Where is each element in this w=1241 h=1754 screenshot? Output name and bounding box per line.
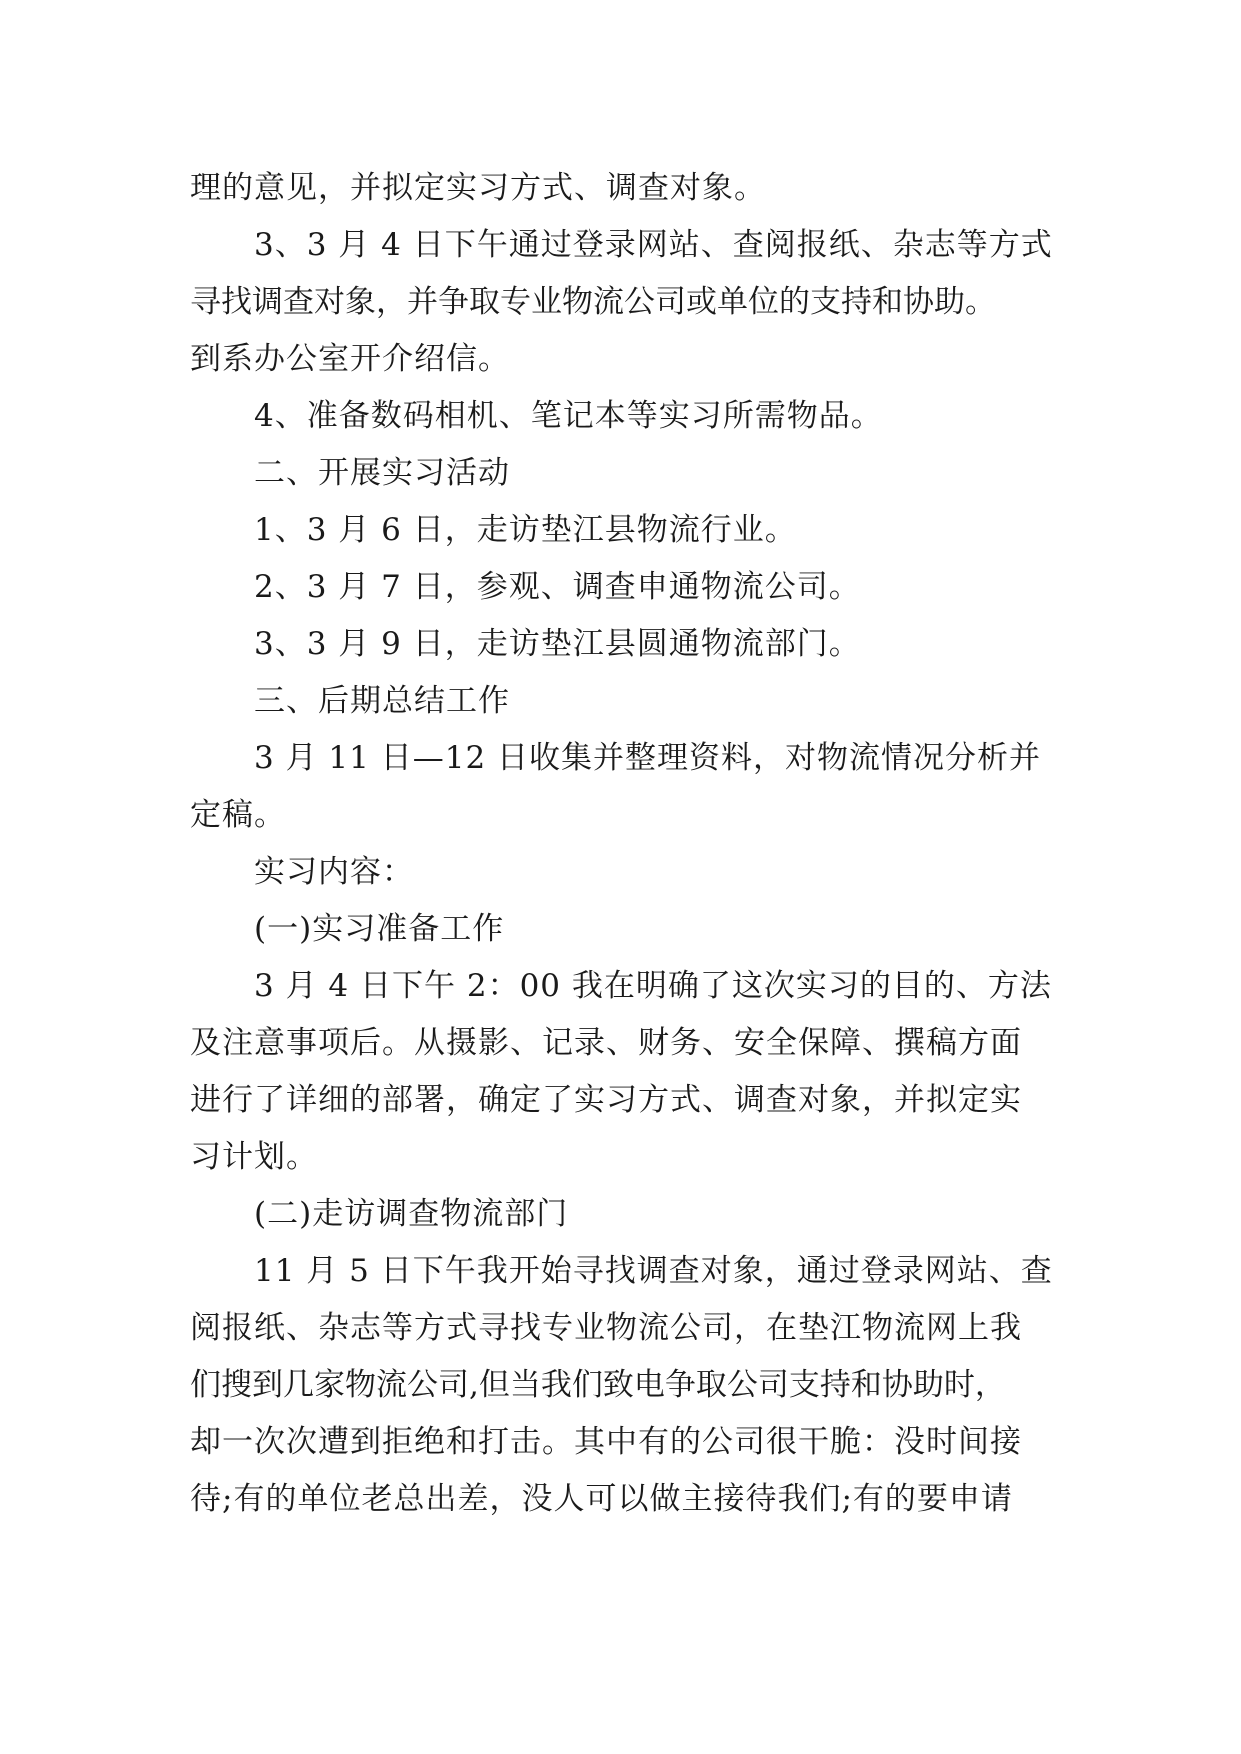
paragraph-line: 待;有的单位老总出差，没人可以做主接待我们;有的要申请: [190, 1481, 1013, 1517]
paragraph-line: 3、3 月 4 日下午通过登录网站、查阅报纸、杂志等方式: [254, 227, 1053, 263]
paragraph-line: 1、3 月 6 日，走访垫江县物流行业。: [254, 512, 797, 548]
paragraph-line: 4、准备数码相机、笔记本等实习所需物品。: [254, 398, 883, 434]
paragraph-line: 3 月 4 日下午 2：00 我在明确了这次实习的目的、方法: [254, 968, 1052, 1004]
paragraph-line: 及注意事项后。从摄影、记录、财务、安全保障、撰稿方面: [190, 1025, 1022, 1061]
paragraph-line: 寻找调查对象，并争取专业物流公司或单位的支持和协助。: [190, 284, 996, 320]
subsection-heading: (二)走访调查物流部门: [254, 1196, 569, 1232]
paragraph-line: 习计划。: [190, 1139, 318, 1175]
paragraph-line: 却一次次遭到拒绝和打击。其中有的公司很干脆：没时间接: [190, 1424, 1022, 1460]
paragraph-line: 3、3 月 9 日，走访垫江县圆通物流部门。: [254, 626, 861, 662]
paragraph-line: 3 月 11 日—12 日收集并整理资料，对物流情况分析并: [254, 740, 1042, 776]
section-heading: 实习内容：: [254, 854, 414, 890]
section-heading: 二、开展实习活动: [254, 455, 510, 491]
document-body: [190, 160, 1060, 1528]
paragraph-line: 进行了详细的部署，确定了实习方式、调查对象，并拟定实: [190, 1082, 1022, 1118]
subsection-heading: (一)实习准备工作: [254, 911, 505, 947]
paragraph-line: 理的意见，并拟定实习方式、调查对象。: [190, 170, 766, 206]
section-heading: 三、后期总结工作: [254, 683, 510, 719]
paragraph-line: 11 月 5 日下午我开始寻找调查对象，通过登录网站、查: [254, 1253, 1053, 1289]
paragraph-line: 到系办公室开介绍信。: [190, 341, 510, 377]
paragraph-line: 2、3 月 7 日，参观、调查申通物流公司。: [254, 569, 861, 605]
paragraph-line: 们搜到几家物流公司,但当我们致电争取公司支持和协助时，: [190, 1367, 1006, 1403]
paragraph-line: 定稿。: [190, 797, 286, 833]
paragraph-line: 阅报纸、杂志等方式寻找专业物流公司，在垫江物流网上我: [190, 1310, 1022, 1346]
